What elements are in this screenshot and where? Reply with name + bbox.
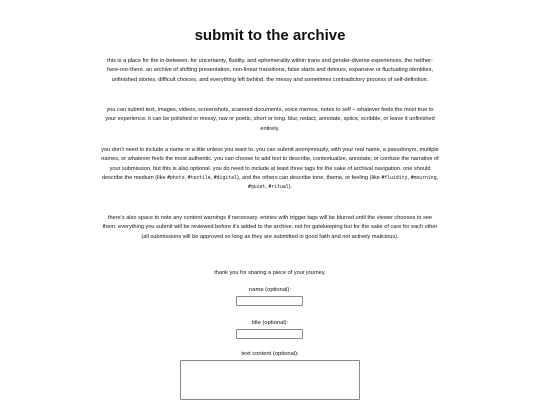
tag-example: #fluidity bbox=[381, 175, 408, 181]
name-field[interactable] bbox=[236, 296, 303, 306]
tag-example: #digital bbox=[213, 175, 237, 181]
intro-paragraph-tags: you don’t need to include a name or a title unless you want to. you can submit anonymously, with your real name, a pseudonym, multiple names, or whatever feels the most authentic. you can choose to add text to describe, contextualize, annotate, or confuse the narrative of your submission, but this is also optional. you do need to include at least three tags for the sake of archival navigation. one should describe the medium (like #photo, #textile, #digital), and the others can describe tone, theme, or feeling (like #fluidity, #mourning, #quiet, #ritual). bbox=[101, 147, 439, 191]
text-content-field[interactable] bbox=[180, 360, 360, 400]
tag-example: #ritual bbox=[268, 185, 289, 191]
tags-text-between: ), and the others can describe tone, theme, or feeling (like bbox=[236, 174, 380, 181]
intro-paragraph-purpose: this is a place for the in-between. for uncertainty, fluidity, and ephemerality within trans and gender-diverse experiences. the neither-here-nor-there. an archive of shifting presentation, non-linear transitions, false starts and detours, expansive or fluctuating identities, unfinished stories, difficult choices, and everything left behind. the messy and sometimes contradictory process of self-definition. bbox=[107, 58, 433, 83]
tags-text-end: ). bbox=[288, 184, 293, 191]
title-field-label: title (optional): bbox=[251, 320, 289, 326]
tag-example: #mourning bbox=[410, 175, 437, 181]
text-content-label: text content (optional): bbox=[241, 351, 299, 357]
tag-example: #textile bbox=[187, 175, 211, 181]
page-title: submit to the archive bbox=[194, 27, 346, 44]
tag-example: #photo bbox=[167, 175, 185, 181]
title-field[interactable] bbox=[236, 329, 303, 339]
tag-example: #quiet bbox=[247, 185, 266, 191]
intro-paragraph-formats: you can submit text, images, videos, screenshots, scanned documents, voice memos, notes to self – whatever feels the most true to your experience. it can be polished or messy, raw or poetic, short or long. blur, redact, annotate, splice, scribble, or leave it unfinished entirely. bbox=[105, 107, 435, 132]
name-field-label: name (optional): bbox=[249, 287, 291, 293]
thanks-message: thank you for sharing a piece of your journey. bbox=[214, 270, 326, 276]
intro-paragraph-review: there’s also space to note any content warnings if necessary. entries with trigger tags will be blurred until the viewer chooses to see them. everything you submit will be reviewed before it’s added to the archive, not for gatekeeping but for the sake of care for each other (all submissions will be approved so long as they are submitted in good faith and not actively malicious). bbox=[102, 215, 438, 240]
tags-text-before: you don’t need to include a name or a title unless you want to. you can submit anonymously, with your real name, a pseudonym, multiple names, or whatever feels the most authentic. you can choose to add text to describe, contextualize, annotate, or confuse the narrative of your submission, but this is also optional. you do need to include at least three tags for the sake of archival navigation. one should describe the medium (like bbox=[101, 147, 439, 181]
